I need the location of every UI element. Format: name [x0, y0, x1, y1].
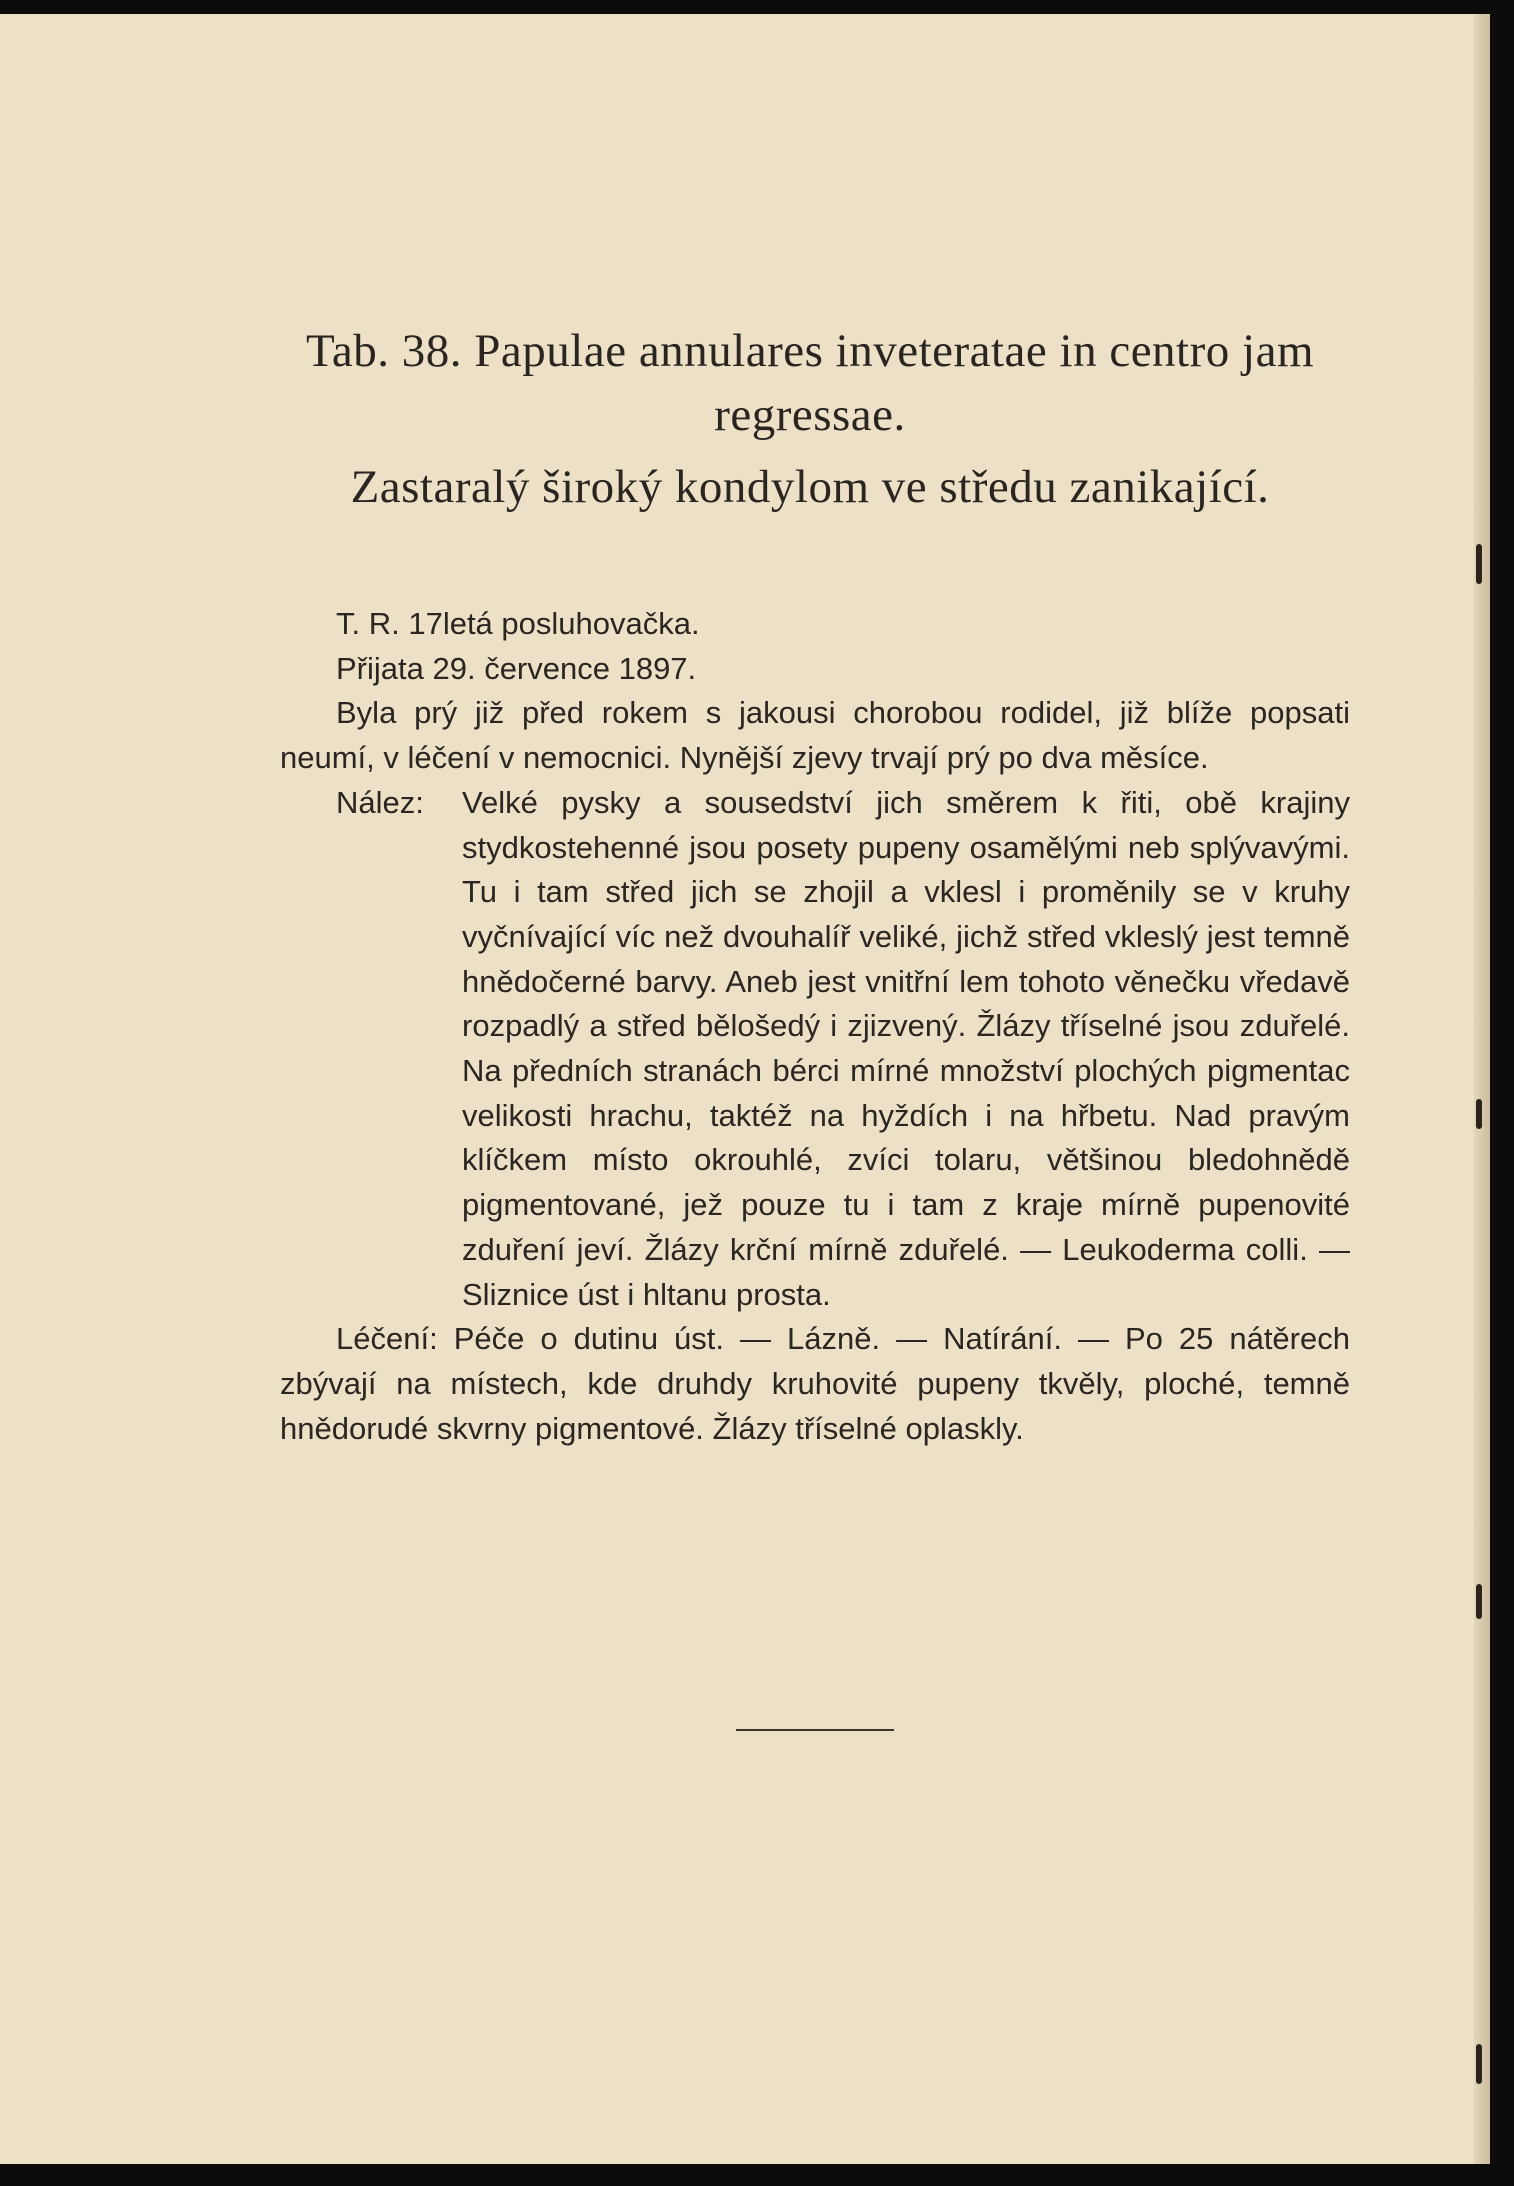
- edge-mark: [1476, 544, 1482, 584]
- admission-date: Přijata 29. července 1897.: [336, 650, 697, 686]
- findings-text: Velké pysky a sousedství jich směrem k řiti, obě krajiny stydkostehenné jsou posety pupeny osamělými neb splývavými. Tu i tam střed jich se zhojil a vklesl i proměnily se v kruhy vyčnívající víc než dvouhalíř veliké, jichž střed vkleslý jest temně hnědočerné barvy. Aneb jest vnitřní lem tohoto věnečku vředavě rozpadlý a střed bělošedý i zjizvený. Žlázy tříselné jsou zduřelé. Na předních stranách bérci mírné množství plochých pigmentac velikosti hrachu, taktéž na hyždích i na hřbetu. Nad pravým klíčkem místo okrouhlé, zvíci tolaru, většinou bledohnědě pigmentované, jež pouze tu i tam z kraje mírně pupenovité zduření jeví. Žlázy krční mírně zduřelé. — Leukoderma colli. — Sliznice úst i hltanu prosta.: [462, 784, 1350, 1312]
- patient-identity: T. R. 17letá posluhovačka.: [336, 606, 700, 641]
- book-page: [0, 14, 1490, 2164]
- edge-mark: [1476, 1099, 1482, 1129]
- treatment-label: Léčení:: [336, 1321, 438, 1357]
- plate-title: [260, 319, 1360, 519]
- history-paragraph: Byla prý již před rokem s jakousi chorobou rodidel, již blíže popsati neumí, v léčení v nemocnici. Nynější zjevy trvají prý po dva měsíce.: [280, 695, 1350, 776]
- treatment-text: Péče o dutinu úst. — Lázně. — Natírání. — Po 25 nátěrech zbývají na místech, kde druhdy kruhovité pupeny tkvěly, ploché, temně hnědorudé skvrny pigmentové. Žlázy tříselné oplaskly.: [280, 1321, 1350, 1446]
- treatment-section: [280, 1317, 1350, 1451]
- edge-mark: [1476, 1584, 1482, 1619]
- case-report: [280, 602, 1350, 1451]
- closing-rule: [736, 1729, 894, 1731]
- edge-mark: [1476, 2044, 1482, 2084]
- findings-section: [280, 781, 1350, 1317]
- findings-label: Nález:: [336, 784, 424, 820]
- page-edge: [1474, 14, 1490, 2164]
- latin-title: Tab. 38. Papulae annulares inveteratae in centro jam regressae.: [306, 325, 1314, 441]
- czech-title: Zastaralý široký kondylom ve středu zanikající.: [350, 461, 1270, 513]
